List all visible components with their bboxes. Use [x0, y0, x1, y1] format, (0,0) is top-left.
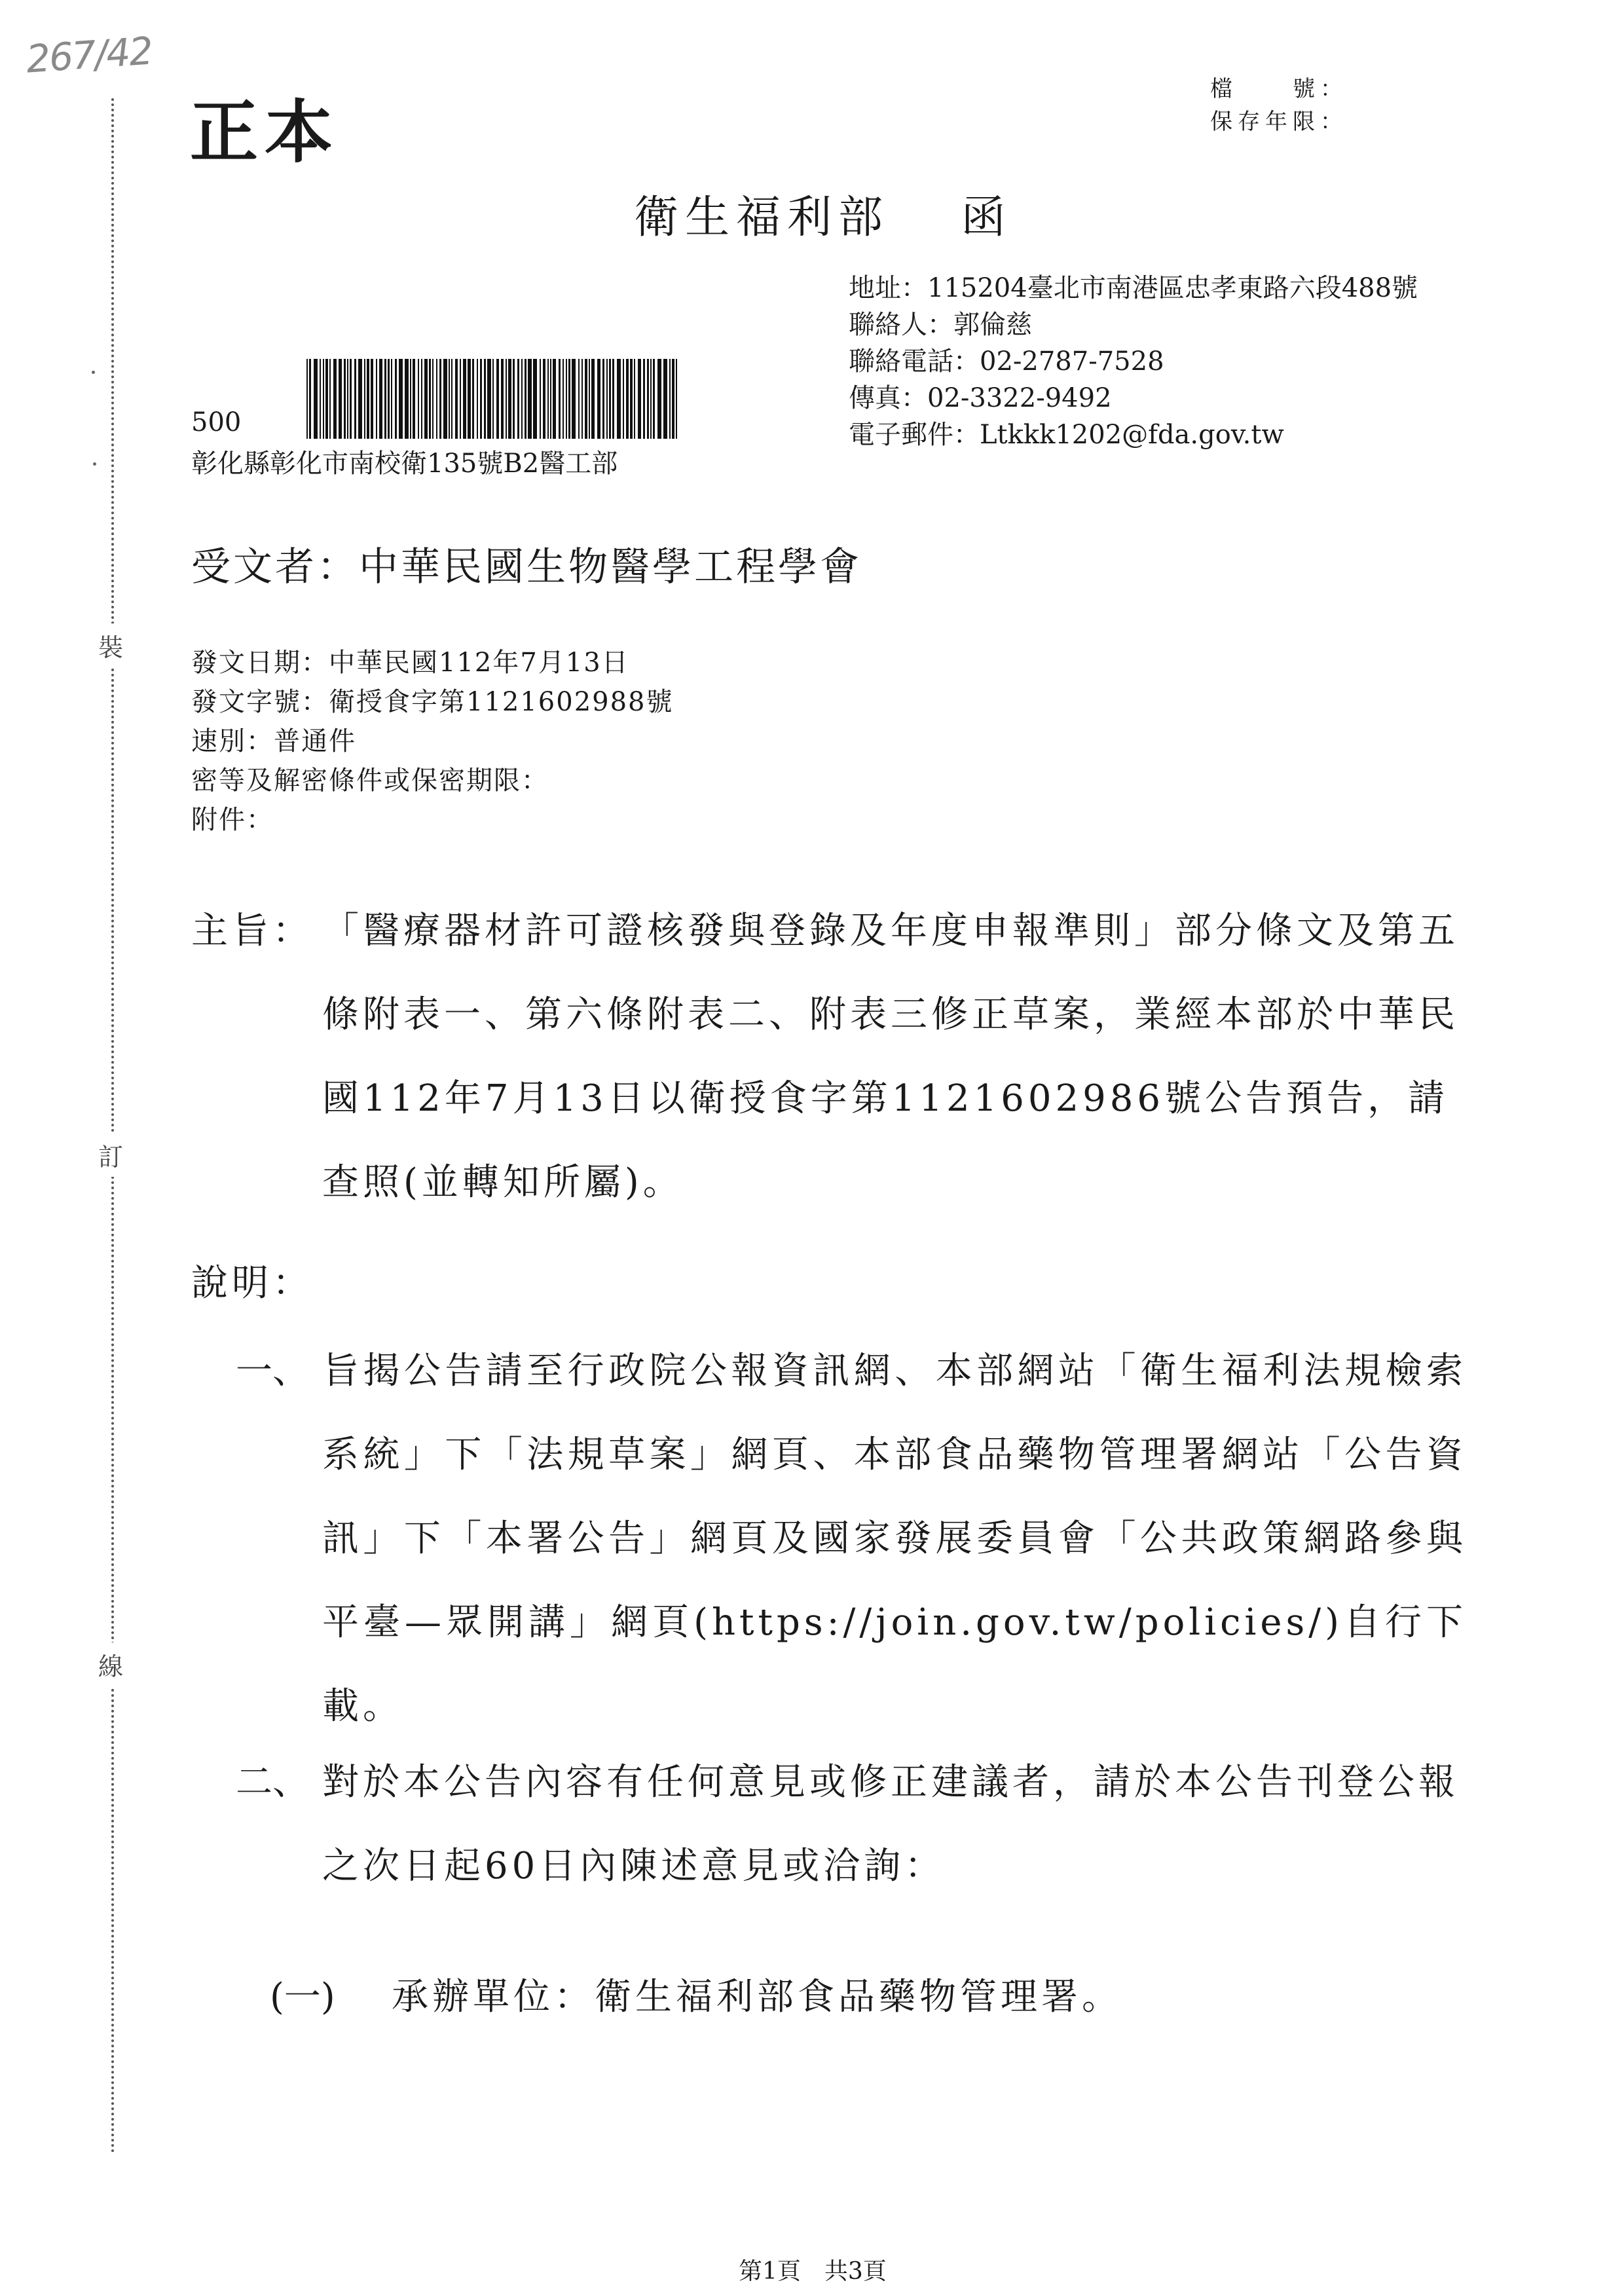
item-text: 旨揭公告請至行政院公報資訊網、本部網站「衛生福利法規檢索系統」下「法規草案」網頁、本部食品藥物管理署網站「公告資訊」下「本署公告」網頁及國家發展委員會「公共政策網路參與平臺—眾開講」網頁(https://join.gov.tw/policies/)自行下載。 [322, 1350, 1467, 1728]
sub-item-label: (一) [270, 1976, 335, 2018]
retention-period-label: 保存年限： [1210, 109, 1348, 135]
recipient: 受文者：中華民國生物醫學工程學會 [191, 544, 862, 590]
copy-type-stamp: 正本 [190, 92, 340, 172]
sub-item-text: 承辦單位：衛生福利部食品藥物管理署。 [392, 1976, 1122, 2018]
recipient-zip: 500 [191, 407, 242, 437]
explanation-label: 說明： [191, 1262, 313, 1305]
contact-fax: 傳真：02-3322-9492 [849, 383, 1112, 413]
issuer-title: 衛生福利部 函 [634, 192, 1012, 244]
barcode [306, 359, 681, 439]
attachment: 附件： [191, 805, 274, 835]
file-number-label: 檔 號： [1210, 76, 1348, 102]
page-number: 第1頁 共3頁 [739, 2258, 887, 2285]
delivery-speed: 速別：普通件 [191, 726, 356, 756]
scan-speck [93, 462, 96, 466]
binding-mark-ding: 訂 [98, 1133, 123, 1177]
item-label: 一、 [236, 1350, 309, 1392]
contact-phone: 聯絡電話：02-2787-7528 [849, 346, 1164, 377]
contact-person: 聯絡人：郭倫慈 [849, 310, 1032, 340]
subject-text: 「醫療器材許可證核發與登錄及年度申報準則」部分條文及第五條附表一、第六條附表二、附表三修正草案，業經本部於中華民國112年7月13日以衛授食字第1121602986號公告預告，請查照(並轉知所屬)。 [322, 910, 1459, 1204]
binding-mark-xian: 線 [98, 1642, 123, 1686]
scan-speck [92, 371, 95, 374]
item-text: 對於本公告內容有任何意見或修正建議者，請於本公告刊登公報之次日起60日內陳述意見或洽詢： [322, 1761, 1459, 1887]
binding-mark-zhuang: 裝 [98, 623, 123, 667]
secrecy-level: 密等及解密條件或保密期限： [191, 766, 549, 796]
handwritten-note: 267/42 [24, 28, 154, 82]
issue-date: 發文日期：中華民國112年7月13日 [191, 648, 629, 678]
contact-email: 電子郵件：Ltkkk1202@fda.gov.tw [849, 420, 1284, 450]
recipient-address: 彰化縣彰化市南校衛135號B2醫工部 [191, 449, 618, 479]
subject-label: 主旨： [191, 910, 313, 952]
contact-address: 地址：115204臺北市南港區忠孝東路六段488號 [849, 273, 1418, 303]
item-label: 二、 [236, 1761, 309, 1804]
binding-line [111, 98, 114, 2155]
document-number: 發文字號：衛授食字第1121602988號 [191, 687, 674, 717]
